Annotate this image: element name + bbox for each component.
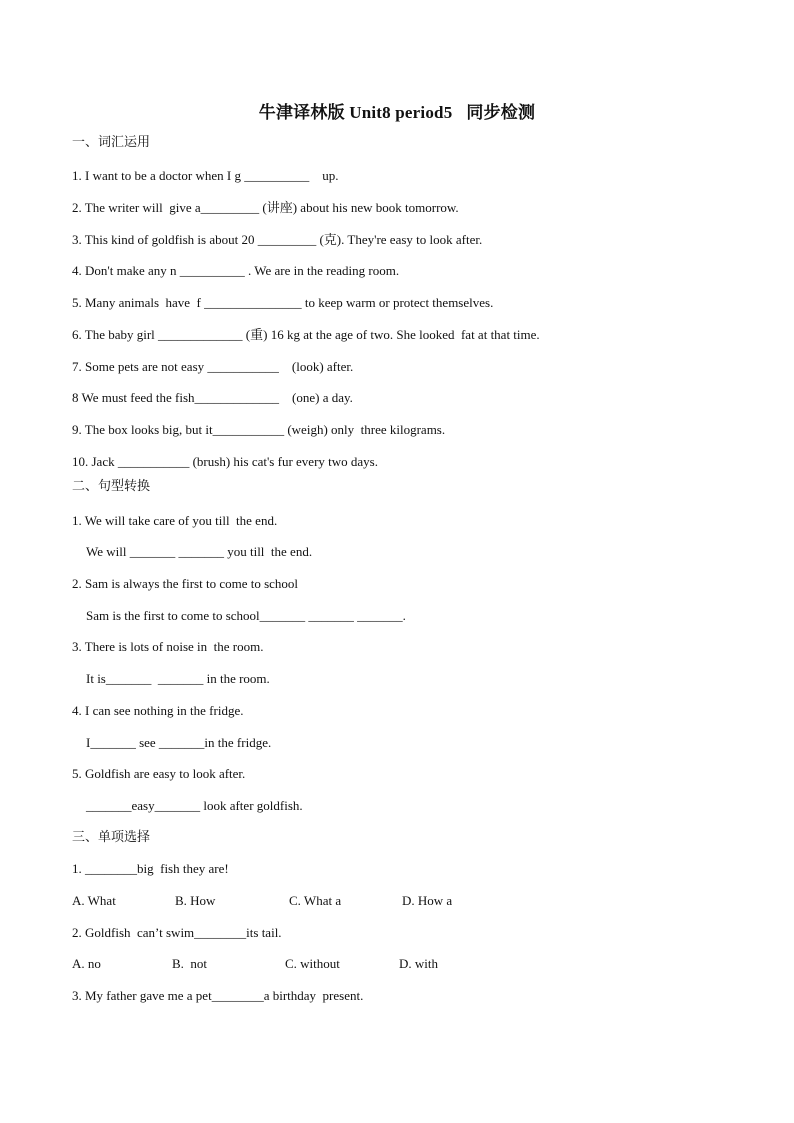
- transform-answer-3: It is_______ _______ in the room.: [86, 671, 270, 686]
- vocab-item-3: 3. This kind of goldfish is about 20 _________ (克). They're easy to look after.: [72, 232, 483, 247]
- transform-question-1: 1. We will take care of you till the end.: [72, 513, 278, 528]
- vocab-item-4: 4. Don't make any n __________ . We are in the reading room.: [72, 263, 400, 278]
- vocab-item-6: 6. The baby girl _____________ (重) 16 kg at the age of two. She looked fat at that time.: [72, 327, 540, 342]
- vocab-item-9: 9. The box looks big, but it___________ (weigh) only three kilograms.: [72, 422, 446, 437]
- transform-answer-2: Sam is the first to come to school_______ _______ _______.: [86, 608, 406, 623]
- section3-heading: 三、单项选择: [72, 830, 151, 845]
- choice-1-option-b: B. How: [175, 893, 216, 908]
- section1-heading: 一、词汇运用: [72, 135, 151, 150]
- transform-question-3: 3. There is lots of noise in the room.: [72, 639, 264, 654]
- choice-question-1: 1. ________big fish they are!: [72, 861, 229, 876]
- choice-question-3: 3. My father gave me a pet________a birthday present.: [72, 988, 364, 1003]
- transform-question-2: 2. Sam is always the first to come to school: [72, 576, 299, 591]
- choice-1-option-a: A. What: [72, 893, 116, 908]
- choice-2-option-d: D. with: [399, 956, 438, 971]
- choice-2-option-a: A. no: [72, 956, 101, 971]
- choice-1-option-d: D. How a: [402, 893, 453, 908]
- choice-question-2: 2. Goldfish can’t swim________its tail.: [72, 925, 282, 940]
- transform-question-4: 4. I can see nothing in the fridge.: [72, 703, 244, 718]
- vocab-item-2: 2. The writer will give a_________ (讲座) about his new book tomorrow.: [72, 200, 459, 215]
- vocab-item-10: 10. Jack ___________ (brush) his cat's fur every two days.: [72, 454, 378, 469]
- transform-question-5: 5. Goldfish are easy to look after.: [72, 766, 246, 781]
- transform-answer-5: _______easy_______ look after goldfish.: [86, 798, 303, 813]
- transform-answer-4: I_______ see _______in the fridge.: [86, 735, 272, 750]
- vocab-item-5: 5. Many animals have f _______________ to keep warm or protect themselves.: [72, 295, 494, 310]
- title-main: 牛津译林版 Unit8 period5: [258, 103, 453, 122]
- vocab-item-8: 8 We must feed the fish_____________ (one) a day.: [72, 390, 353, 405]
- vocab-item-7: 7. Some pets are not easy ___________ (look) after.: [72, 359, 354, 374]
- choice-2-option-c: C. without: [285, 956, 340, 971]
- choice-2-option-b: B. not: [172, 956, 208, 971]
- page-title: [0, 98, 794, 123]
- transform-answer-1: We will _______ _______ you till the end.: [86, 544, 313, 559]
- section2-heading: 二、句型转换: [72, 479, 151, 494]
- choice-1-option-c: C. What a: [289, 893, 342, 908]
- title-sub: 同步检测: [466, 103, 536, 122]
- vocab-item-1: 1. I want to be a doctor when I g __________ up.: [72, 168, 339, 183]
